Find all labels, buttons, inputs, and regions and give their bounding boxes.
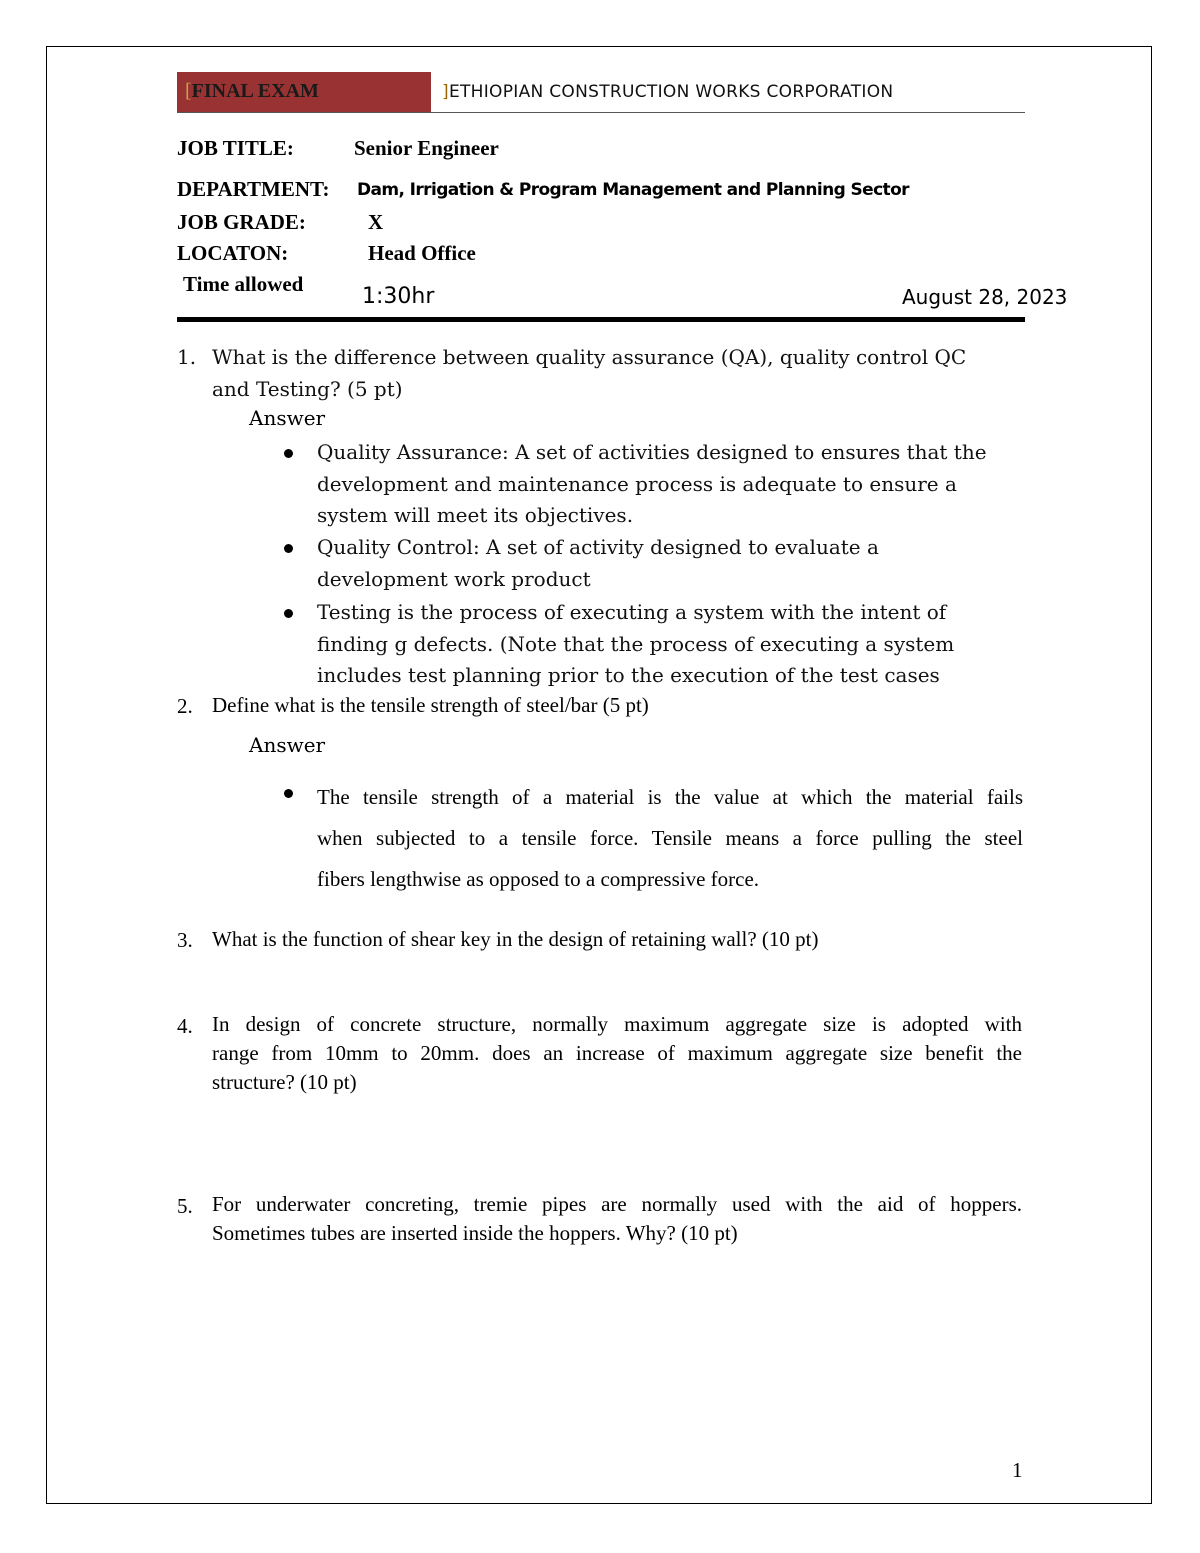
job-title-value: Senior Engineer bbox=[354, 136, 499, 160]
question-line: and Testing? (5 pt) bbox=[212, 376, 403, 401]
answer-line: development work product bbox=[317, 566, 591, 591]
answer-bullet bbox=[317, 437, 1017, 532]
header-band bbox=[177, 72, 1025, 113]
answer-label: Answer bbox=[249, 733, 326, 757]
bullet-icon bbox=[284, 609, 293, 618]
page-number: 1 bbox=[1012, 1458, 1023, 1482]
question-line: Sometimes tubes are inserted inside the hoppers. Why? (10 pt) bbox=[212, 1221, 738, 1245]
question-line: What is the difference between quality assurance (QA), quality control QC bbox=[212, 345, 967, 369]
question-number: 2. bbox=[177, 694, 193, 718]
question-4-text bbox=[212, 1010, 1022, 1097]
organization-name: ]ETHIOPIAN CONSTRUCTION WORKS CORPORATION bbox=[442, 82, 894, 102]
question-number: 1. bbox=[177, 345, 197, 369]
answer-bullet bbox=[317, 597, 1017, 692]
time-allowed-value: 1:30hr bbox=[362, 284, 435, 309]
job-grade-label: JOB GRADE: bbox=[177, 210, 306, 234]
header-divider bbox=[177, 317, 1025, 322]
answer-line: when subjected to a tensile force. Tensile means a force pulling the steel bbox=[317, 826, 1023, 850]
job-grade-value: X bbox=[368, 210, 384, 234]
answer-line: Quality Control: A set of activity designed to evaluate a bbox=[317, 535, 879, 559]
department-label: DEPARTMENT: bbox=[177, 177, 330, 201]
question-number: 4. bbox=[177, 1014, 193, 1038]
question-line: range from 10mm to 20mm. does an increase of maximum aggregate size benefit the bbox=[212, 1041, 1022, 1065]
bullet-icon bbox=[284, 449, 293, 458]
department-value: Dam, Irrigation & Program Management and Planning Sector bbox=[357, 180, 909, 200]
answer-bullet bbox=[317, 777, 1023, 900]
answer-line: fibers lengthwise as opposed to a compressive force. bbox=[317, 867, 760, 891]
question-2-text bbox=[212, 690, 1025, 721]
question-line: In design of concrete structure, normally maximum aggregate size is adopted with bbox=[212, 1012, 1022, 1036]
answer-line: includes test planning prior to the execution of the test cases bbox=[317, 663, 940, 687]
question-1-text bbox=[212, 342, 1025, 405]
exam-label-box bbox=[177, 72, 431, 112]
answer-line: system will meet its objectives. bbox=[317, 503, 634, 527]
question-line: structure? (10 pt) bbox=[212, 1070, 357, 1094]
time-allowed-label: Time allowed bbox=[183, 272, 304, 296]
answer-line: finding g defects. (Note that the process of executing a system bbox=[317, 631, 955, 656]
answer-line: The tensile strength of a material is the value at which the material fails bbox=[317, 785, 1023, 809]
question-5-text bbox=[212, 1190, 1022, 1248]
answer-line: development and maintenance process is adequate to ensure a bbox=[317, 471, 957, 496]
question-number: 3. bbox=[177, 928, 193, 952]
answer-line: Testing is the process of executing a system with the intent of bbox=[317, 600, 947, 624]
answer-label: Answer bbox=[249, 406, 326, 430]
exam-date: August 28, 2023 bbox=[902, 285, 1068, 309]
location-label: LOCATON: bbox=[177, 241, 289, 265]
answer-bullet bbox=[317, 532, 1017, 595]
exam-label: [FINAL EXAM bbox=[185, 80, 319, 102]
question-line: For underwater concreting, tremie pipes are normally used with the aid of hoppers. bbox=[212, 1192, 1022, 1216]
bullet-icon bbox=[284, 544, 293, 553]
job-title-label: JOB TITLE: bbox=[177, 136, 294, 160]
question-line: Define what is the tensile strength of steel/bar (5 pt) bbox=[212, 693, 649, 717]
question-line: What is the function of shear key in the design of retaining wall? (10 pt) bbox=[212, 927, 819, 951]
answer-line: Quality Assurance: A set of activities designed to ensures that the bbox=[317, 440, 987, 464]
question-number: 5. bbox=[177, 1194, 193, 1218]
bullet-icon bbox=[284, 789, 293, 798]
question-3-text bbox=[212, 924, 1025, 955]
location-value: Head Office bbox=[368, 241, 476, 265]
